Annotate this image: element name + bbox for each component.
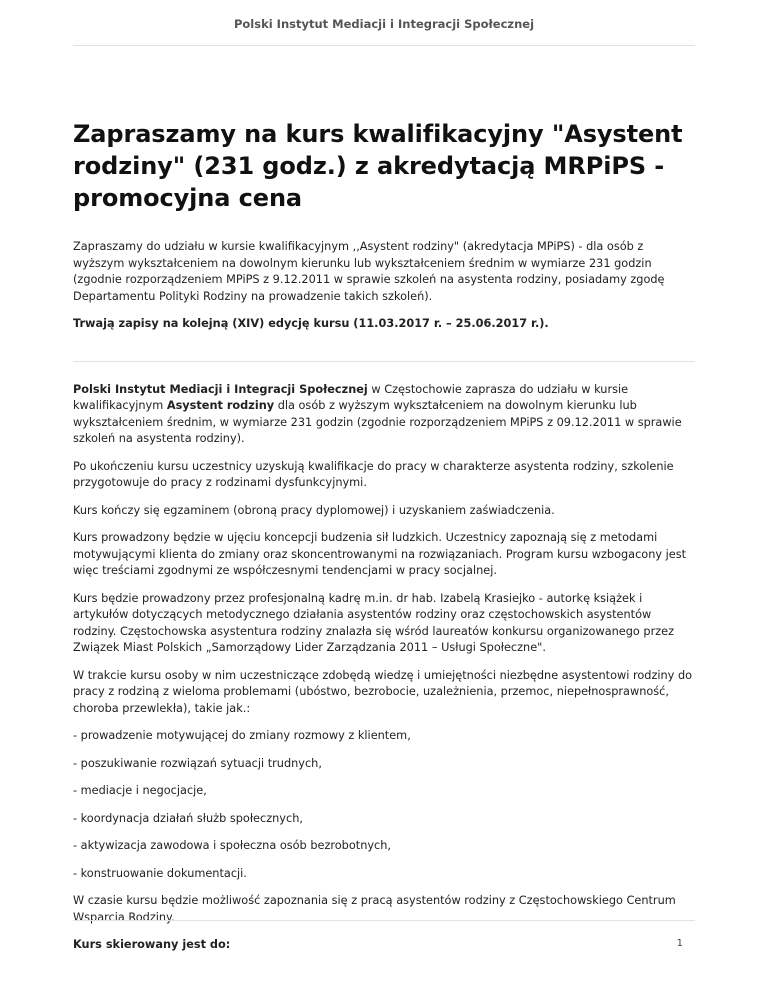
enrollment-notice: Trwają zapisy na kolejną (XIV) edycję kursu (11.03.2017 r. – 25.06.2017 r.).	[73, 317, 549, 330]
skills-paragraph: W trakcie kursu osoby w nim uczestniczące zdobędą wiedzę i umiejętności niezbędne asystentowi rodziny do pracy z rodziną z wieloma problemami (ubóstwo, bezrobocie, uzależnienia, przemoc, niepełnosprawność, choroba przewlekła), takie jak.:	[73, 668, 693, 715]
staff-paragraph: Kurs będzie prowadzony przez profesjonalną kadrę m.in. dr hab. Izabelą Krasiejko - autorkę książek i artykułów dotyczących metodycznego działania asystentów rodziny oraz częstochowskich asystentów rodziny. Częstochowska asystentura rodziny znalazła się wśród laureatów konkursu organizowanego przez Związek Miast Polskich „Samorządowy Lider Zarządzania 2011 – Usługi Społeczne".	[73, 591, 675, 654]
footer-divider	[73, 920, 695, 921]
section-divider	[73, 361, 695, 362]
list-item: - konstruowanie dokumentacji.	[73, 866, 247, 880]
course-name: Asystent rodziny	[166, 399, 275, 412]
exam-paragraph: Kurs kończy się egzaminem (obroną pracy dyplomowej) i uzyskaniem zaświadczenia.	[73, 503, 555, 517]
list-item: - prowadzenie motywującej do zmiany rozmowy z klientem,	[73, 729, 411, 742]
practice-paragraph: W czasie kursu będzie możliwość zapoznania się z pracą asystentów rodziny z Częstochowskiego Centrum Wsparcia Rodziny.	[73, 894, 676, 924]
article-title: Zapraszamy na kurs kwalifikacyjny "Asystent rodziny" (231 godz.) z akredytacją MRPiPS - promocyjna cena	[73, 120, 683, 212]
methodology-paragraph: Kurs prowadzony będzie w ujęciu koncepcji budzenia sił ludzkich. Uczestnicy zapoznają się z metodami motywującymi klienta do zmiany oraz skoncentrowanymi na rozwiązaniach. Program kursu wzbogacony jest więc treściami zgodnymi ze współczesnymi tendencjami w pracy socjalnej.	[73, 531, 687, 577]
page-header: Polski Instytut Mediacji i Integracji Społecznej	[73, 0, 695, 46]
org-name: Polski Instytut Mediacji i Integracji Społecznej	[73, 382, 368, 396]
org-paragraph-text-1: w Częstochowie zaprasza do udziału w kursie kwalifikacyjnym	[73, 382, 629, 412]
list-item: - poszukiwanie rozwiązań sytuacji trudnych,	[73, 756, 322, 770]
intro-paragraph: Zapraszamy do udziału w kursie kwalifikacyjnym ,,Asystent rodziny" (akredytacja MPiPS) - dla osób z wyższym wykształceniem na dowolnym kierunku lub wykształceniem średnim w wymiarze 231 godzin (zgodnie rozporządzeniem MPiPS z 9.12.2011 w sprawie szkoleń na asystenta rodziny, posiadamy zgodę Departamentu Polityki Rodziny na prowadzenie takich szkoleń).	[73, 240, 665, 303]
target-heading: Kurs skierowany jest do:	[73, 938, 231, 951]
list-item: - koordynacja działań służb społecznych,	[73, 811, 303, 825]
list-item: - aktywizacja zawodowa i społeczna osób bezrobotnych,	[73, 839, 392, 852]
list-item: - mediacje i negocjacje,	[73, 784, 207, 797]
org-paragraph-text-2: dla osób z wyższym wykształceniem na dowolnym kierunku lub wykształceniem średnim, w wymiarze 231 godzin (zgodnie rozporządzeniem MPiPS z 09.12.2011 w sprawie szkoleń na asystenta rodziny).	[73, 399, 682, 445]
org-paragraph	[73, 382, 695, 448]
qualification-paragraph: Po ukończeniu kursu uczestnicy uzyskują kwalifikacje do pracy w charakterze asystenta rodziny, szkolenie przygotowuje do pracy z rodzinami dysfunkcyjnymi.	[73, 459, 674, 489]
page-number: 1	[676, 938, 683, 949]
